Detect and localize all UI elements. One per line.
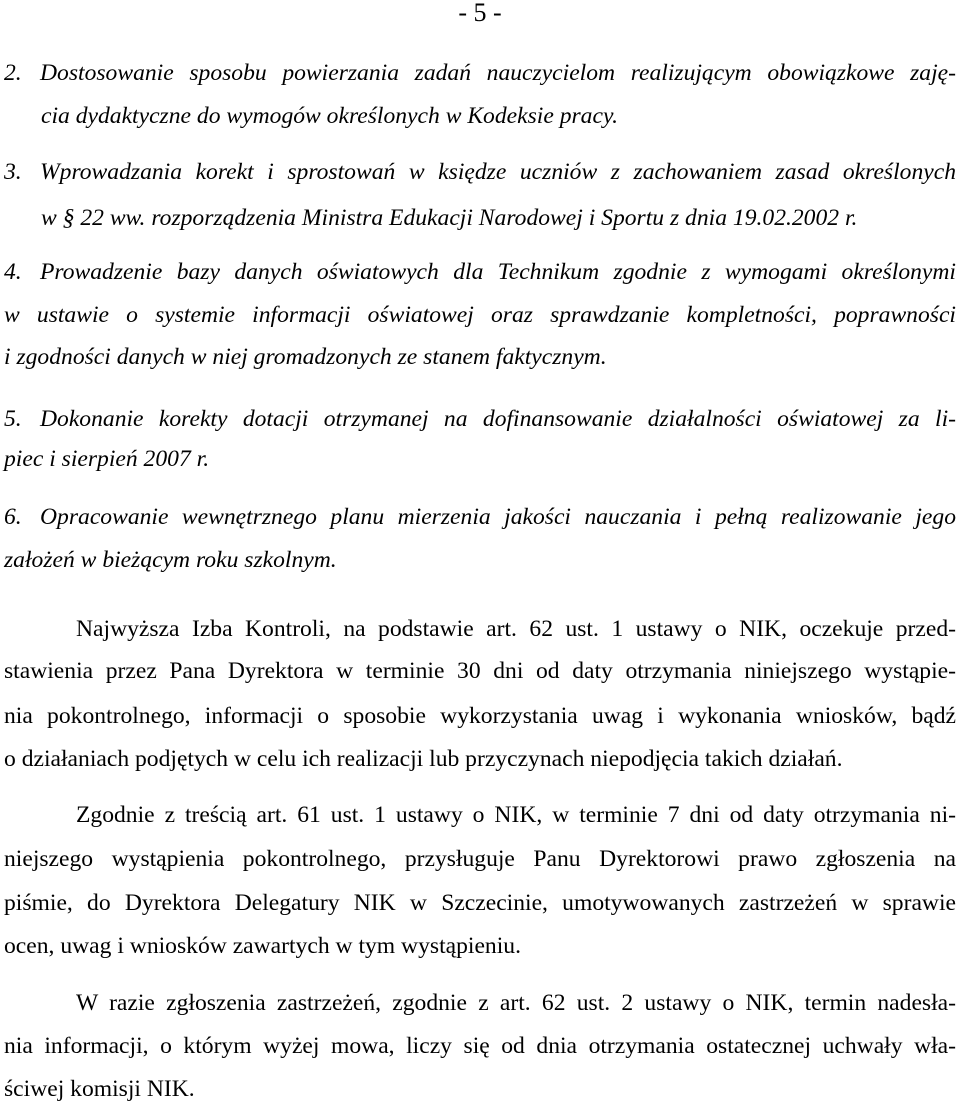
list-item-line: w § 22 ww. rozporządzenia Ministra Edukacji Narodowej i Sportu z dnia 19.02.2002 r.: [41, 205, 858, 231]
list-item-number: 5.: [4, 406, 22, 432]
list-item-line: piec i sierpień 2007 r.: [4, 446, 210, 472]
paragraph-line: W razie zgłoszenia zastrzeżeń, zgodnie z art. 62 ust. 2 ustawy o NIK, termin nadesła-: [76, 990, 956, 1016]
list-item-number: 2.: [4, 60, 22, 86]
paragraph-line: ściwej komisji NIK.: [4, 1076, 195, 1102]
paragraph-line: nia pokontrolnego, informacji o sposobie wykorzystania uwag i wykonania wniosków, bądź: [4, 703, 956, 729]
list-item-number: 4.: [4, 259, 22, 285]
page-number: - 5 -: [458, 0, 502, 27]
paragraph-line: nia informacji, o którym wyżej mowa, liczy się od dnia otrzymania ostatecznej uchwały wła-: [4, 1033, 956, 1059]
list-item-number: 6.: [4, 504, 22, 530]
paragraph-line: stawienia przez Pana Dyrektora w terminie 30 dni od daty otrzymania niniejszego wystąpie-: [4, 658, 956, 684]
paragraph-line: Zgodnie z treścią art. 61 ust. 1 ustawy o NIK, w terminie 7 dni od daty otrzymania ni-: [76, 802, 956, 828]
list-item-line: założeń w bieżącym roku szkolnym.: [4, 547, 337, 573]
list-item-line: 4. Prowadzenie bazy danych oświatowych dla Technikum zgodnie z wymogami określonymi: [4, 259, 956, 285]
paragraph-line: o działaniach podjętych w celu ich realizacji lub przyczynach niepodjęcia takich działań.: [4, 746, 843, 772]
paragraph-line: piśmie, do Dyrektora Delegatury NIK w Szczecinie, umotywowanych zastrzeżeń w sprawie: [4, 890, 956, 916]
list-item-line: cia dydaktyczne do wymogów określonych w Kodeksie pracy.: [41, 103, 619, 129]
list-item-line: 2. Dostosowanie sposobu powierzania zadań nauczycielom realizującym obowiązkowe zaję-: [4, 60, 956, 86]
list-item-line: 3. Wprowadzania korekt i sprostowań w księdze uczniów z zachowaniem zasad określonych: [4, 159, 956, 185]
paragraph-line: Najwyższa Izba Kontroli, na podstawie art. 62 ust. 1 ustawy o NIK, oczekuje przed-: [76, 616, 956, 642]
list-item-line: 5. Dokonanie korekty dotacji otrzymanej na dofinansowanie działalności oświatowej za li-: [4, 406, 956, 432]
paragraph-line: ocen, uwag i wniosków zawartych w tym wystąpieniu.: [4, 933, 521, 959]
list-item-line: w ustawie o systemie informacji oświatowej oraz sprawdzanie kompletności, poprawności: [4, 302, 956, 328]
list-item-number: 3.: [4, 159, 22, 185]
list-item-line: i zgodności danych w niej gromadzonych ze stanem faktycznym.: [4, 344, 607, 370]
list-item-line: 6. Opracowanie wewnętrznego planu mierzenia jakości nauczania i pełną realizowanie jego: [4, 504, 956, 530]
paragraph-line: niejszego wystąpienia pokontrolnego, przysługuje Panu Dyrektorowi prawo zgłoszenia na: [4, 846, 956, 872]
